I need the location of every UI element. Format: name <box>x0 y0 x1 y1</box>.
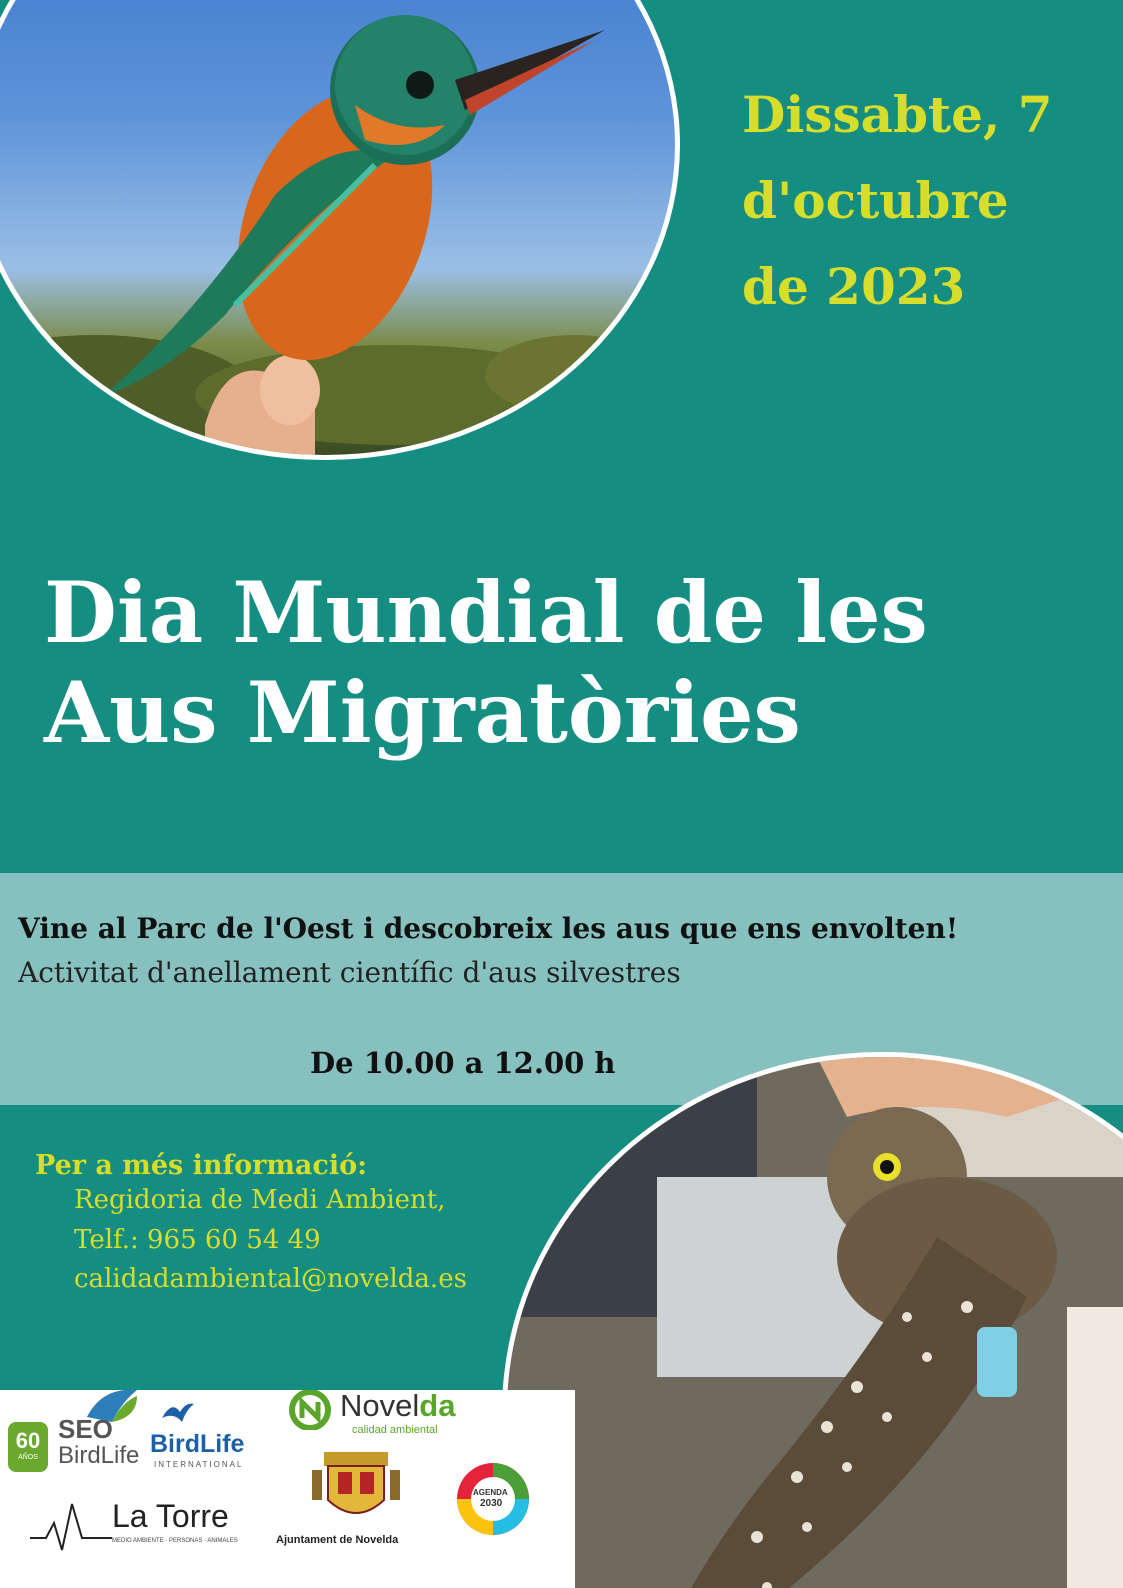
la-torre-pulse-icon <box>28 1498 114 1558</box>
title-line-2: Aus Migratòries <box>44 663 801 762</box>
novelda-name <box>340 1388 455 1424</box>
seo-badge <box>8 1422 48 1472</box>
title-line-1: Dia Mundial de les <box>44 563 928 662</box>
birdlife-name: BirdLife <box>150 1430 245 1458</box>
owl-illustration <box>507 1057 1123 1588</box>
event-time: De 10.00 a 12.00 h <box>310 1046 616 1080</box>
la-torre-sub: MEDIO AMBIENTE · PERSONAS · ANIMALES <box>112 1538 238 1544</box>
contact-phone: Telf.: 965 60 54 49 <box>74 1225 321 1255</box>
la-torre-name: La Torre <box>112 1498 229 1534</box>
novelda-name-part-b: da <box>419 1388 456 1423</box>
seo-name-top: SEO <box>58 1414 113 1444</box>
band-headline: Vine al Parc de l'Oest i descobreix les aus que ens envolten! <box>18 912 959 945</box>
event-date <box>742 72 1102 330</box>
kingfisher-photo <box>0 0 680 460</box>
date-line-3: de 2023 <box>742 257 966 316</box>
ajuntament-label: Ajuntament de Novelda <box>276 1534 399 1546</box>
birdlife-sub: INTERNATIONAL <box>154 1460 244 1469</box>
contact-department: Regidoria de Medi Ambient, <box>74 1185 446 1215</box>
kingfisher-illustration <box>0 0 675 455</box>
novelda-logo-icon <box>288 1390 338 1430</box>
seo-badge-sub: AÑOS <box>18 1454 38 1461</box>
contact-email[interactable]: calidadambiental@novelda.es <box>74 1264 467 1294</box>
main-title <box>44 563 1104 763</box>
contact-title: Per a més informació: <box>35 1150 368 1181</box>
band-subline: Activitat d'anellament científic d'aus silvestres <box>18 956 681 989</box>
date-line-1: Dissabte, 7 <box>742 85 1053 144</box>
seo-name-bottom: BirdLife <box>58 1442 140 1469</box>
owl-photo <box>502 1052 1123 1588</box>
agenda-label-bottom: 2030 <box>480 1498 503 1509</box>
agenda-label-top: AGENDA <box>473 1488 508 1497</box>
novelda-sub: calidad ambiental <box>352 1424 438 1436</box>
logo-strip <box>0 1390 575 1588</box>
date-line-2: d'octubre <box>742 171 1009 230</box>
novelda-name-part-a: Novel <box>340 1388 420 1423</box>
coat-of-arms-icon <box>306 1448 406 1528</box>
seo-badge-number: 60 <box>15 1428 41 1453</box>
birdlife-bird-icon <box>160 1398 196 1426</box>
